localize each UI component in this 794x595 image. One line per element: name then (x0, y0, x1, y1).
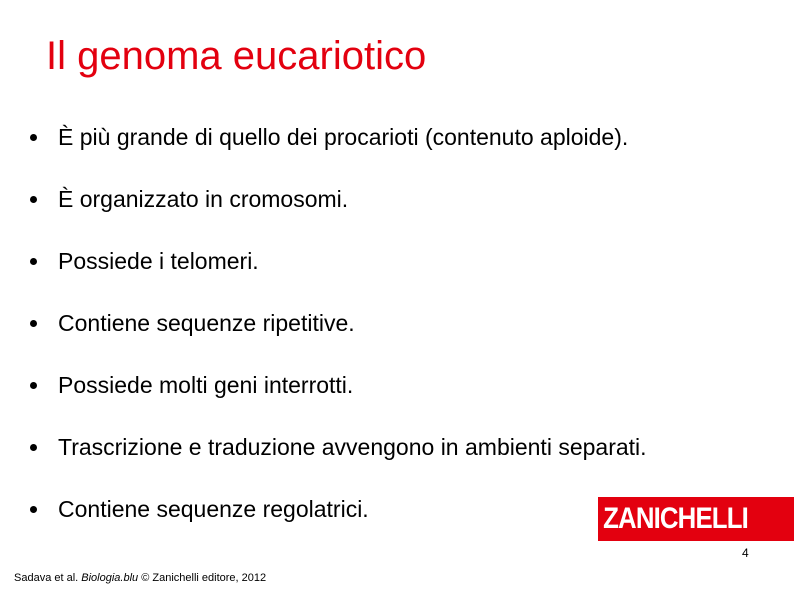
bullet-dot-icon (30, 258, 37, 265)
bullet-dot-icon (30, 196, 37, 203)
bullet-dot-icon (30, 506, 37, 513)
logo-text: ZANICHELLI (603, 502, 748, 535)
bullet-text: È più grande di quello dei procarioti (contenuto aploide). (58, 123, 629, 150)
slide-title: Il genoma eucariotico (46, 34, 427, 78)
bullet-dot-icon (30, 134, 37, 141)
bullet-text: Contiene sequenze regolatrici. (58, 495, 369, 522)
bullet-text: È organizzato in cromosomi. (58, 185, 349, 212)
page-number: 4 (742, 546, 749, 560)
bullet-text: Possiede i telomeri. (58, 247, 259, 274)
footer-credit (14, 572, 266, 584)
bullet-dot-icon (30, 382, 37, 389)
zanichelli-logo (598, 497, 794, 541)
footer-publisher: © Zanichelli editore, 2012 (138, 572, 267, 584)
bullet-text: Contiene sequenze ripetitive. (58, 309, 355, 336)
bullet-text: Possiede molti geni interrotti. (58, 371, 354, 398)
bullet-dot-icon (30, 320, 37, 327)
footer-book-title: Biologia.blu (81, 572, 139, 584)
bullet-dot-icon (30, 444, 37, 451)
footer-authors: Sadava et al. (14, 572, 82, 584)
bullet-text: Trascrizione e traduzione avvengono in ambienti separati. (58, 433, 647, 460)
